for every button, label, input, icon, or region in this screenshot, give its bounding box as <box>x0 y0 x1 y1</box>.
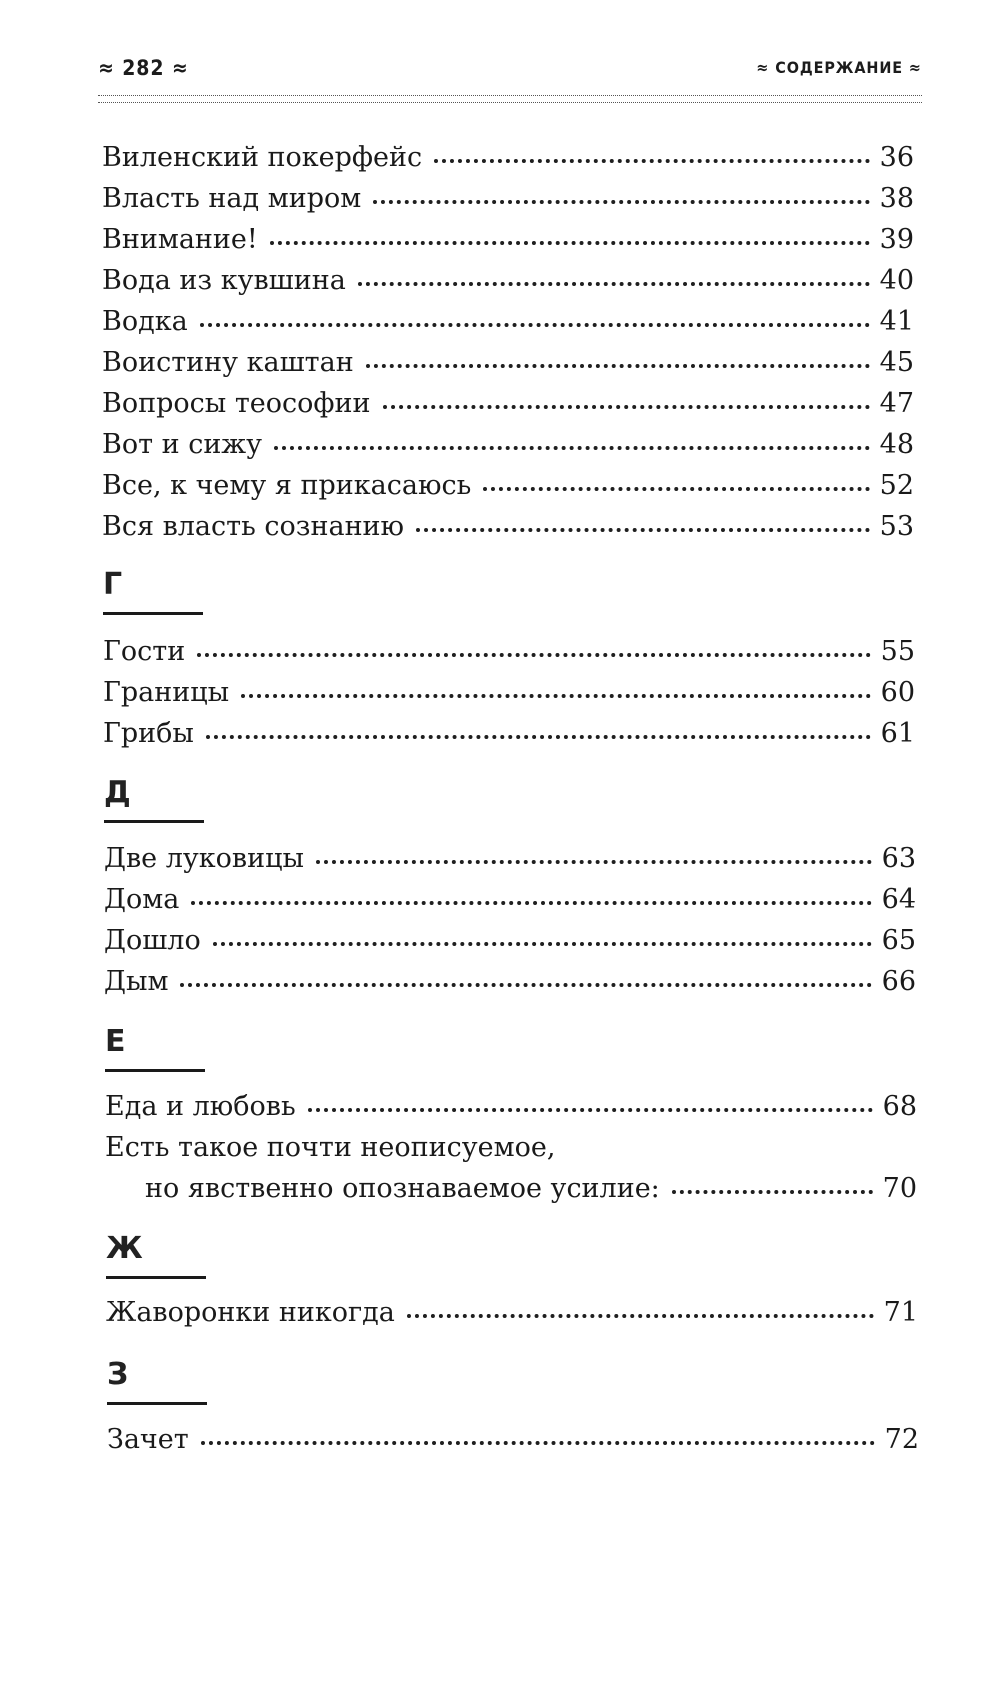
toc-entry-page: 47 <box>879 388 914 419</box>
section-heading-g <box>103 568 213 622</box>
toc-entry-title: Внимание! <box>102 224 258 255</box>
section-heading-z <box>107 1358 217 1412</box>
dot-leader <box>274 446 870 450</box>
section-rule <box>104 820 204 823</box>
section-rule <box>107 1402 207 1405</box>
section-letter: Ж <box>106 1231 143 1266</box>
toc-entry-title: Еда и любовь <box>105 1091 296 1122</box>
toc-entry-title: Все, к чему я прикасаюсь <box>102 470 472 501</box>
dot-leader <box>180 983 871 987</box>
dot-leader <box>201 1441 875 1445</box>
header-divider <box>98 95 922 103</box>
toc-entry-page: 39 <box>879 224 914 255</box>
dot-leader <box>308 1108 873 1112</box>
toc-entry-title: Водка <box>102 306 188 337</box>
toc-entry-page: 41 <box>879 306 914 337</box>
toc-entry-title: Дошло <box>104 925 201 956</box>
running-header <box>98 52 922 88</box>
toc-entry-multiline-first[interactable] <box>105 1130 917 1166</box>
toc-entry[interactable] <box>102 386 914 422</box>
dot-leader <box>672 1190 873 1194</box>
toc-entry-title: Зачет <box>107 1424 189 1455</box>
toc-entry-page: 61 <box>880 718 915 749</box>
section-letter: Г <box>103 567 123 602</box>
toc-entry-page: 53 <box>879 511 914 542</box>
toc-entry[interactable] <box>103 716 915 752</box>
dot-leader <box>373 200 869 204</box>
toc-entry[interactable] <box>105 1089 917 1125</box>
toc-entry[interactable] <box>102 509 914 545</box>
toc-entry-page: 55 <box>880 636 915 667</box>
section-heading-zh <box>106 1232 216 1286</box>
section-letter: З <box>107 1357 129 1392</box>
section-rule <box>106 1276 206 1279</box>
toc-entry-title: Гости <box>103 636 186 667</box>
toc-entry[interactable] <box>102 468 914 504</box>
toc-entry-multiline-second[interactable] <box>145 1171 917 1207</box>
section-heading-e <box>105 1025 215 1079</box>
dot-leader <box>316 860 872 864</box>
toc-entry-title: Вопросы теософии <box>102 388 371 419</box>
toc-entry-title: Вода из кувшина <box>102 265 346 296</box>
section-rule <box>105 1069 205 1072</box>
toc-entry-page: 71 <box>883 1297 918 1328</box>
dot-leader <box>206 735 871 739</box>
dot-leader <box>241 694 871 698</box>
toc-entry[interactable] <box>104 923 916 959</box>
toc-entry[interactable] <box>102 427 914 463</box>
toc-entry-title: Две луковицы <box>104 843 304 874</box>
toc-entry-page: 66 <box>881 966 916 997</box>
toc-entry[interactable] <box>104 841 916 877</box>
toc-entry[interactable] <box>106 1295 918 1331</box>
toc-entry-page: 72 <box>884 1424 919 1455</box>
toc-entry[interactable] <box>102 263 914 299</box>
toc-entry[interactable] <box>102 345 914 381</box>
dot-leader <box>358 282 870 286</box>
toc-entry-page: 64 <box>881 884 916 915</box>
toc-entry-page: 38 <box>879 183 914 214</box>
dot-leader <box>197 653 870 657</box>
toc-entry-page: 65 <box>881 925 916 956</box>
toc-entry[interactable] <box>104 964 916 1000</box>
toc-entry-page: 48 <box>879 429 914 460</box>
toc-entry-title: Жаворонки никогда <box>106 1297 395 1328</box>
toc-entry-title: Власть над миром <box>102 183 362 214</box>
toc-entry-page: 70 <box>882 1173 917 1204</box>
toc-entry[interactable] <box>107 1422 919 1458</box>
dot-leader <box>366 364 870 368</box>
dot-leader <box>270 241 870 245</box>
toc-entry-title: Вот и сижу <box>102 429 263 460</box>
dot-leader <box>416 528 870 532</box>
toc-entry-title: Виленский покерфейс <box>102 142 423 173</box>
toc-entry[interactable] <box>103 675 915 711</box>
section-letter: Е <box>105 1024 126 1059</box>
toc-entry-page: 63 <box>881 843 916 874</box>
toc-entry-page: 60 <box>880 677 915 708</box>
toc-entry[interactable] <box>104 882 916 918</box>
section-rule <box>103 612 203 615</box>
toc-entry-title: Воистину каштан <box>102 347 354 378</box>
toc-entry-page: 36 <box>879 142 914 173</box>
toc-entry-title: Дома <box>104 884 180 915</box>
toc-entry-title: Вся власть сознанию <box>102 511 405 542</box>
toc-entry-page: 40 <box>879 265 914 296</box>
section-letter: Д <box>104 775 131 810</box>
dot-leader <box>483 487 869 491</box>
dot-leader <box>407 1314 874 1318</box>
toc-entry-title: Дым <box>104 966 169 997</box>
dot-leader <box>383 405 870 409</box>
toc-entry[interactable] <box>103 634 915 670</box>
dot-leader <box>434 159 869 163</box>
page-number: ≈ 282 ≈ <box>98 56 189 80</box>
toc-entry[interactable] <box>102 140 914 176</box>
section-heading-d <box>104 776 214 830</box>
running-head-title: ≈ СОДЕРЖАНИЕ ≈ <box>756 58 922 77</box>
toc-entry-page: 52 <box>879 470 914 501</box>
dot-leader <box>213 942 872 946</box>
toc-entry-title-line2: но явственно опознаваемое усилие: <box>145 1173 660 1204</box>
toc-entry-title-line1: Есть такое почти неописуемое, <box>105 1132 556 1163</box>
dot-leader <box>200 323 870 327</box>
toc-entry[interactable] <box>102 304 914 340</box>
toc-entry-page: 45 <box>879 347 914 378</box>
toc-entry[interactable] <box>102 181 914 217</box>
toc-entry-page: 68 <box>882 1091 917 1122</box>
toc-entry[interactable] <box>102 222 914 258</box>
dot-leader <box>191 901 871 905</box>
toc-entry-title: Границы <box>103 677 230 708</box>
toc-entry-title: Грибы <box>103 718 194 749</box>
